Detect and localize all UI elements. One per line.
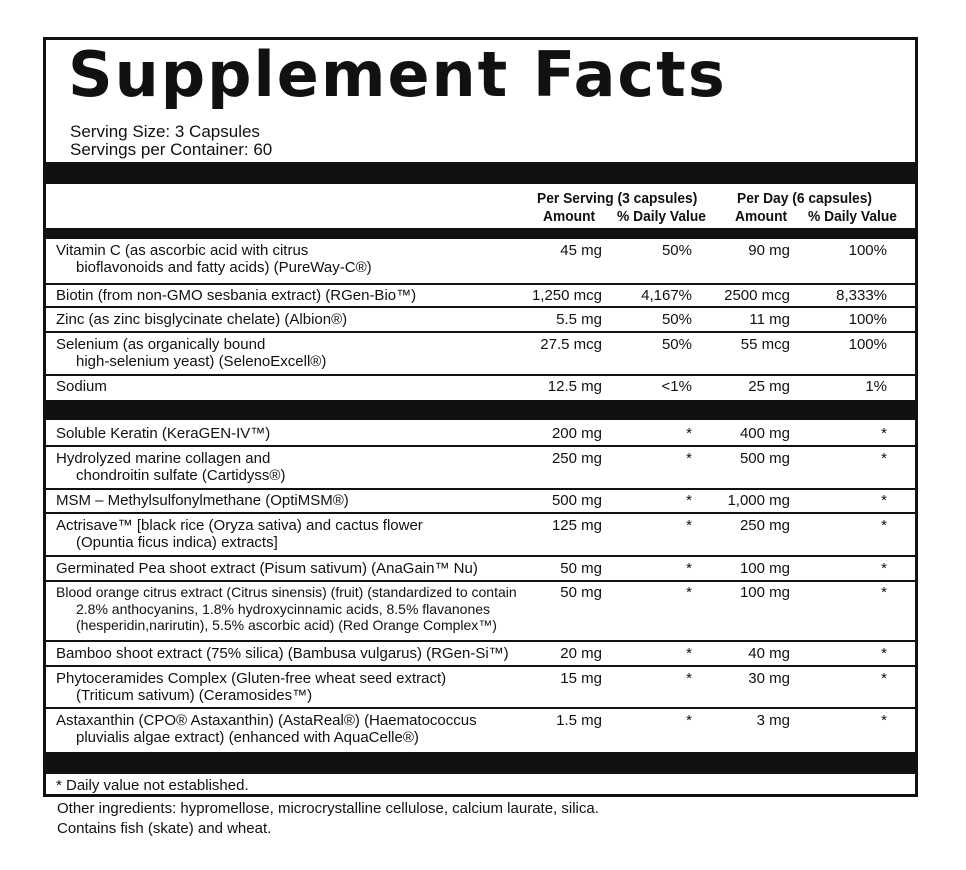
ingredient-name: Soluble Keratin (KeraGEN-IV™) xyxy=(56,425,271,442)
dv-per-day: * xyxy=(881,517,887,534)
amount-per-day: 40 mg xyxy=(748,645,790,662)
amount-per-day: 500 mg xyxy=(739,450,790,467)
dv-per-serving: 4,167% xyxy=(641,287,692,304)
amount-per-day: 100 mg xyxy=(739,584,790,601)
amount-per-day: 90 mg xyxy=(748,242,790,259)
section-divider xyxy=(46,400,915,420)
thick-divider xyxy=(46,162,915,184)
per-day-header: Per Day (6 capsules) xyxy=(737,190,873,207)
dv-per-serving: * xyxy=(686,560,692,577)
amount-per-day: 250 mg xyxy=(739,517,790,534)
ingredient-name: Actrisave™ [black rice (Oryza sativa) and cactus flower (Opuntia ficus indica) extracts] xyxy=(56,517,423,551)
amount-per-serving: 20 mg xyxy=(560,645,602,662)
allergen-statement: Contains fish (skate) and wheat. xyxy=(57,820,272,837)
ingredient-name: Hydrolyzed marine collagen and chondroitin sulfate (Cartidyss®) xyxy=(56,450,286,484)
ingredient-name: Bamboo shoot extract (75% silica) (Bambusa vulgarus) (RGen-Si™) xyxy=(56,645,509,662)
dv-per-day: 8,333% xyxy=(836,287,887,304)
daily-value-header-2: % Daily Value xyxy=(808,208,897,225)
dv-per-day: * xyxy=(881,712,887,729)
row-divider xyxy=(46,283,915,285)
supplement-facts-panel xyxy=(43,37,918,797)
amount-per-serving: 1,250 mcg xyxy=(531,287,602,304)
amount-header-1: Amount xyxy=(543,208,596,225)
dv-per-serving: * xyxy=(686,517,692,534)
amount-per-serving: 27.5 mcg xyxy=(540,336,602,353)
panel-title: Supplement Facts xyxy=(68,38,727,111)
row-divider xyxy=(46,445,915,447)
amount-per-day: 2500 mcg xyxy=(724,287,790,304)
dv-per-serving: * xyxy=(686,645,692,662)
dv-per-serving: * xyxy=(686,425,692,442)
dv-per-day: * xyxy=(881,560,887,577)
amount-per-day: 55 mcg xyxy=(740,336,790,353)
amount-per-day: 30 mg xyxy=(748,670,790,687)
row-divider xyxy=(46,374,915,376)
dv-per-serving: 50% xyxy=(661,336,692,353)
amount-per-serving: 15 mg xyxy=(560,670,602,687)
dv-per-serving: 50% xyxy=(661,242,692,259)
dv-per-serving: * xyxy=(686,584,692,601)
servings-per-container: Servings per Container: 60 xyxy=(70,140,273,159)
nutrient-name: Selenium (as organically bound high-selenium yeast) (SelenoExcell®) xyxy=(56,336,327,370)
amount-per-serving: 1.5 mg xyxy=(556,712,602,729)
nutrient-name: Vitamin C (as ascorbic acid with citrus bioflavonoids and fatty acids) (PureWay-C®) xyxy=(56,242,372,276)
dv-per-serving: * xyxy=(686,712,692,729)
dv-per-day: * xyxy=(881,584,887,601)
ingredient-name: Germinated Pea shoot extract (Pisum sativum) (AnaGain™ Nu) xyxy=(56,560,478,577)
amount-per-serving: 125 mg xyxy=(551,517,602,534)
dv-per-serving: * xyxy=(686,670,692,687)
dv-per-day: * xyxy=(881,425,887,442)
dv-per-serving: 50% xyxy=(661,311,692,328)
row-divider xyxy=(46,512,915,514)
amount-per-day: 400 mg xyxy=(739,425,790,442)
serving-size: Serving Size: 3 Capsules xyxy=(70,122,260,141)
amount-per-day: 100 mg xyxy=(739,560,790,577)
dv-per-day: 1% xyxy=(865,378,887,395)
dv-per-day: * xyxy=(881,670,887,687)
row-divider xyxy=(46,306,915,308)
row-divider xyxy=(46,665,915,667)
ingredient-name: Phytoceramides Complex (Gluten-free wheat seed extract) (Triticum sativum) (Ceramosides™) xyxy=(56,670,447,704)
dv-per-day: 100% xyxy=(848,242,887,259)
per-serving-header: Per Serving (3 capsules) xyxy=(537,190,698,207)
row-divider xyxy=(46,331,915,333)
nutrient-name: Sodium xyxy=(56,378,107,395)
dv-per-serving: * xyxy=(686,450,692,467)
row-divider xyxy=(46,555,915,557)
footnote: * Daily value not established. xyxy=(56,777,249,794)
amount-per-day: 3 mg xyxy=(756,712,790,729)
amount-per-serving: 12.5 mg xyxy=(547,378,602,395)
amount-per-serving: 250 mg xyxy=(551,450,602,467)
amount-per-serving: 200 mg xyxy=(551,425,602,442)
row-divider xyxy=(46,580,915,582)
amount-header-2: Amount xyxy=(735,208,788,225)
amount-per-day: 1,000 mg xyxy=(727,492,790,509)
amount-per-serving: 50 mg xyxy=(560,584,602,601)
amount-per-serving: 45 mg xyxy=(560,242,602,259)
dv-per-day: 100% xyxy=(848,311,887,328)
header-divider xyxy=(46,228,915,239)
nutrient-name: Zinc (as zinc bisglycinate chelate) (Albion®) xyxy=(56,311,348,328)
amount-per-serving: 500 mg xyxy=(551,492,602,509)
ingredient-name: Blood orange citrus extract (Citrus sinensis) (fruit) (standardized to contain 2.8% anthocyanins, 1.8% hydroxycinnamic acids, 8.5% flavanones (hesperidin,narirutin), 5.5% ascorbic acid) (Red Orange Complex™) xyxy=(56,584,517,633)
dv-per-day: * xyxy=(881,450,887,467)
row-divider xyxy=(46,488,915,490)
row-divider xyxy=(46,640,915,642)
ingredient-name: MSM – Methylsulfonylmethane (OptiMSM®) xyxy=(56,492,349,509)
amount-per-serving: 50 mg xyxy=(560,560,602,577)
footer-divider xyxy=(46,752,915,774)
amount-per-serving: 5.5 mg xyxy=(556,311,602,328)
ingredient-name: Astaxanthin (CPO® Astaxanthin) (AstaReal®) (Haematococcus pluvialis algae extract) (enhanced with AquaCelle®) xyxy=(56,712,477,746)
dv-per-day: * xyxy=(881,492,887,509)
other-ingredients: Other ingredients: hypromellose, microcrystalline cellulose, calcium laurate, silica. xyxy=(57,800,599,817)
amount-per-day: 25 mg xyxy=(748,378,790,395)
dv-per-serving: * xyxy=(686,492,692,509)
dv-per-serving: <1% xyxy=(661,378,692,395)
daily-value-header-1: % Daily Value xyxy=(617,208,706,225)
dv-per-day: * xyxy=(881,645,887,662)
row-divider xyxy=(46,707,915,709)
dv-per-day: 100% xyxy=(848,336,887,353)
amount-per-day: 11 mg xyxy=(749,311,790,328)
nutrient-name: Biotin (from non-GMO sesbania extract) (RGen-Bio™) xyxy=(56,287,417,304)
